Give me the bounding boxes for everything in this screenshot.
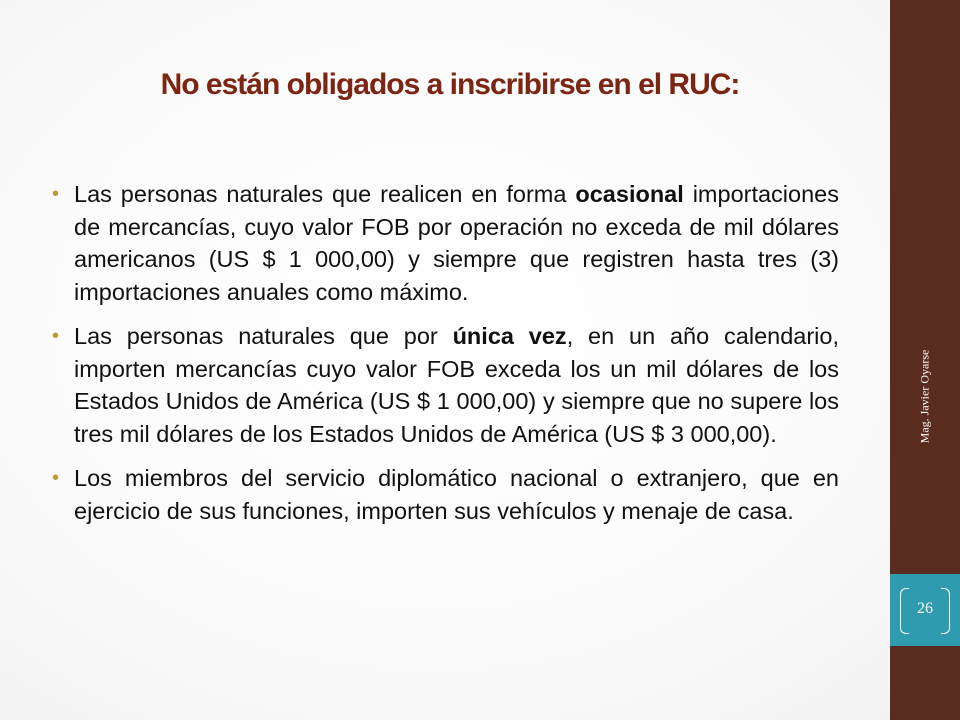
page-number: 26 (917, 600, 933, 617)
bullet-text-lead: Los miembros del servicio diplomático nacional o extranjero, que en ejercicio de sus funciones, importen sus vehículos y menaje de casa. (74, 465, 839, 524)
bullet-text-rest: importaciones de mercancías, cuyo valor FOB por operación no exceda de mil dólares americanos (US $ 1 000,00) y siempre que registren hasta tres (3) importaciones anuales como máximo. (74, 181, 839, 305)
bullet-text (74, 465, 839, 524)
bullet-text (74, 323, 839, 447)
bullet-text-rest: , en un año calendario, importen mercancías cuyo valor FOB exceda los un mil dólares de los Estados Unidos de América (US $ 1 000,00) y siempre que no supere los tres mil dólares de los Estados Unidos de América (US $ 3 000,00). (74, 323, 839, 447)
author-footer (900, 331, 950, 461)
page-number-box (890, 574, 960, 646)
bullet-item-2 (52, 320, 839, 450)
bullet-text-lead: Las personas naturales que realicen en forma (74, 181, 576, 207)
bullet-list (52, 178, 839, 539)
bullet-text (74, 181, 839, 305)
bullet-marker: • (52, 467, 60, 489)
bullet-item-1 (52, 178, 839, 308)
bullet-marker: • (52, 183, 60, 205)
bullet-marker: • (52, 325, 60, 347)
slide-title: No están obligados a inscribirse en el RUC: (160, 68, 740, 101)
bullet-text-emphasis: ocasional (575, 181, 684, 207)
author-name: Mag. Javier Oyarse (917, 349, 932, 443)
bullet-text-lead: Las personas naturales que por (74, 323, 453, 349)
bullet-text-emphasis: única vez (452, 323, 567, 349)
bullet-item-3 (52, 462, 839, 527)
